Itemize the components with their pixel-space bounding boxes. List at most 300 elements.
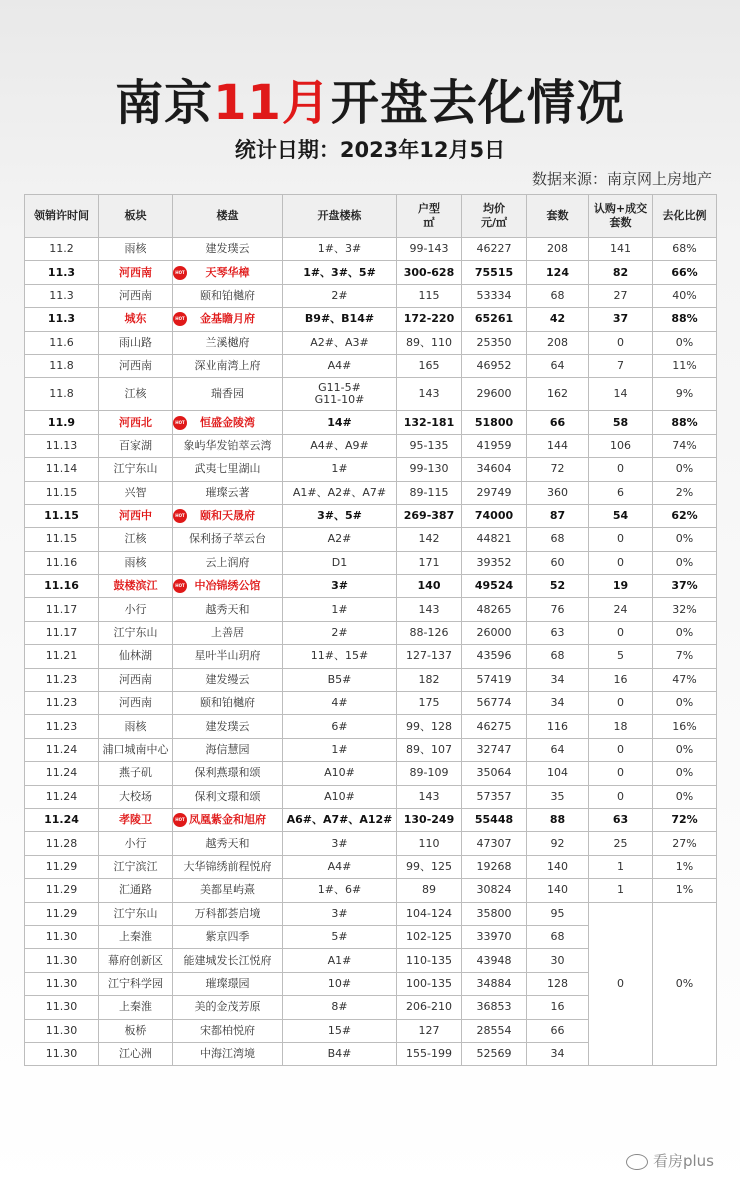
cell-size: 132-181 [397,411,462,434]
cell-ratio: 1% [653,855,717,878]
table-row [25,808,717,831]
cell-size: 143 [397,785,462,808]
cell-project [173,504,283,527]
cell-sold: 14 [589,378,653,411]
cell-area: 汇通路 [99,879,173,902]
cell-size: 89、110 [397,331,462,354]
cell-buildings: 11#、15# [283,645,397,668]
cell-area: 江宁科学园 [99,972,173,995]
cell-area: 河西北 [99,411,173,434]
cell-project: 紫京四季 [173,925,283,948]
cell-size: 206-210 [397,996,462,1019]
cell-size: 130-249 [397,808,462,831]
cell-size: 110-135 [397,949,462,972]
cell-units: 87 [527,504,589,527]
table-row [25,308,717,331]
cell-area: 城东 [99,308,173,331]
cell-buildings: A2# [283,528,397,551]
cell-date: 11.30 [25,949,99,972]
cell-price: 34604 [462,458,527,481]
cell-ratio: 1% [653,879,717,902]
cell-date: 11.14 [25,458,99,481]
cell-buildings: 8# [283,996,397,1019]
cell-date: 11.16 [25,575,99,598]
table-row [25,715,717,738]
table-header-row [25,195,717,238]
cell-project: 瑞香园 [173,378,283,411]
cell-units: 76 [527,598,589,621]
cell-buildings: D1 [283,551,397,574]
cell-area: 鼓楼滨江 [99,575,173,598]
cell-area: 河西中 [99,504,173,527]
cell-size: 100-135 [397,972,462,995]
cell-project: 深业南湾上府 [173,354,283,377]
cell-ratio: 0% [653,762,717,785]
cell-price: 65261 [462,308,527,331]
cell-ratio: 0% [653,458,717,481]
cell-date: 11.15 [25,504,99,527]
cell-ratio: 72% [653,808,717,831]
cell-units: 66 [527,1019,589,1042]
cell-ratio: 11% [653,354,717,377]
cell-project: 建发缦云 [173,668,283,691]
cell-size: 95-135 [397,434,462,457]
cell-size: 89 [397,879,462,902]
cell-sold: 1 [589,855,653,878]
cell-date: 11.30 [25,1019,99,1042]
cell-ratio: 37% [653,575,717,598]
cell-price: 25350 [462,331,527,354]
cell-size: 127 [397,1019,462,1042]
cell-price: 52569 [462,1042,527,1065]
cell-date: 11.30 [25,925,99,948]
cell-units: 35 [527,785,589,808]
cell-size: 102-125 [397,925,462,948]
cell-buildings: A4# [283,354,397,377]
cell-size: 143 [397,598,462,621]
cell-project [173,575,283,598]
cell-size: 269-387 [397,504,462,527]
cell-date: 11.15 [25,528,99,551]
cell-units: 64 [527,738,589,761]
cell-project: 中海江湾境 [173,1042,283,1065]
cell-project: 上善居 [173,621,283,644]
table-row [25,481,717,504]
table-row [25,331,717,354]
column-header: 套数 [527,195,589,238]
column-header: 开盘楼栋 [283,195,397,238]
table-row [25,378,717,411]
cell-ratio-merged: 0% [653,902,717,1066]
cell-price: 29749 [462,481,527,504]
project-name: 凤凰紫金和旭府 [189,813,266,827]
cell-date: 11.15 [25,481,99,504]
cell-size: 104-124 [397,902,462,925]
cell-date: 11.29 [25,902,99,925]
cell-size: 172-220 [397,308,462,331]
cell-project: 大华锦绣前程悦府 [173,855,283,878]
table-row [25,261,717,284]
cell-date: 11.24 [25,762,99,785]
cell-price: 47307 [462,832,527,855]
column-header: 均价 元/㎡ [462,195,527,238]
cell-date: 11.23 [25,692,99,715]
cell-buildings: A4#、A9# [283,434,397,457]
sales-table [24,194,717,1066]
cell-date: 11.30 [25,1042,99,1065]
table-row [25,668,717,691]
cell-ratio: 0% [653,331,717,354]
cell-sold: 58 [589,411,653,434]
table-row [25,645,717,668]
wechat-icon [626,1154,648,1170]
table-row [25,902,717,925]
cell-units: 63 [527,621,589,644]
title-highlight: 11月 [213,75,331,131]
cell-ratio: 0% [653,738,717,761]
cell-project: 越秀天和 [173,832,283,855]
cell-buildings: 6# [283,715,397,738]
cell-ratio: 40% [653,284,717,307]
cell-buildings: 1#、3# [283,238,397,261]
cell-price: 19268 [462,855,527,878]
cell-price: 43596 [462,645,527,668]
hot-badge-icon: HOT [173,266,187,280]
column-header: 领销许时间 [25,195,99,238]
cell-ratio: 2% [653,481,717,504]
cell-price: 34884 [462,972,527,995]
cell-size: 99、125 [397,855,462,878]
cell-sold: 0 [589,738,653,761]
cell-sold: 0 [589,331,653,354]
cell-area: 浦口城南中心 [99,738,173,761]
cell-sold: 27 [589,284,653,307]
cell-area: 小行 [99,598,173,621]
cell-project: 建发璞云 [173,238,283,261]
cell-sold: 1 [589,879,653,902]
cell-buildings: G11-5# G11-10# [283,378,397,411]
cell-date: 11.29 [25,855,99,878]
cell-ratio: 47% [653,668,717,691]
cell-ratio: 0% [653,551,717,574]
cell-ratio: 88% [653,308,717,331]
cell-units: 64 [527,354,589,377]
cell-ratio: 74% [653,434,717,457]
column-header: 户型 ㎡ [397,195,462,238]
cell-size: 89-109 [397,762,462,785]
cell-sold: 0 [589,692,653,715]
cell-sold: 0 [589,528,653,551]
cell-area: 小行 [99,832,173,855]
cell-project: 璀璨云著 [173,481,283,504]
cell-units: 124 [527,261,589,284]
cell-area: 江核 [99,528,173,551]
cell-project: 星叶半山玥府 [173,645,283,668]
cell-area: 大校场 [99,785,173,808]
cell-price: 32747 [462,738,527,761]
cell-project: 宋都柏悦府 [173,1019,283,1042]
cell-buildings: 2# [283,284,397,307]
cell-project [173,308,283,331]
cell-units: 34 [527,1042,589,1065]
cell-sold: 16 [589,668,653,691]
cell-sold: 37 [589,308,653,331]
project-name: 金基瞻月府 [200,312,255,326]
cell-date: 11.30 [25,972,99,995]
cell-size: 99-130 [397,458,462,481]
cell-area: 板桥 [99,1019,173,1042]
cell-project: 颐和铂樾府 [173,284,283,307]
cell-sold: 63 [589,808,653,831]
cell-units: 66 [527,411,589,434]
cell-units: 16 [527,996,589,1019]
cell-date: 11.16 [25,551,99,574]
cell-size: 115 [397,284,462,307]
cell-units: 116 [527,715,589,738]
cell-area: 燕子矶 [99,762,173,785]
cell-date: 11.28 [25,832,99,855]
cell-project: 云上润府 [173,551,283,574]
cell-price: 46952 [462,354,527,377]
table-row [25,575,717,598]
cell-ratio: 0% [653,785,717,808]
cell-area: 雨核 [99,238,173,261]
cell-buildings: 14# [283,411,397,434]
cell-sold: 54 [589,504,653,527]
project-name: 颐和天晟府 [200,509,255,523]
cell-date: 11.29 [25,879,99,902]
cell-units: 140 [527,879,589,902]
cell-area: 江宁东山 [99,621,173,644]
cell-buildings: 4# [283,692,397,715]
cell-date: 11.23 [25,715,99,738]
cell-size: 140 [397,575,462,598]
cell-units: 95 [527,902,589,925]
cell-sold: 141 [589,238,653,261]
project-name: 天琴华樟 [205,265,250,279]
cell-size: 88-126 [397,621,462,644]
cell-buildings: 3# [283,832,397,855]
cell-sold: 0 [589,458,653,481]
table-row [25,458,717,481]
cell-buildings: 1#、6# [283,879,397,902]
cell-ratio: 9% [653,378,717,411]
cell-project: 保利燕璟和颂 [173,762,283,785]
cell-ratio: 68% [653,238,717,261]
cell-price: 26000 [462,621,527,644]
cell-sold: 0 [589,551,653,574]
table-row [25,238,717,261]
cell-size: 175 [397,692,462,715]
cell-area: 江宁滨江 [99,855,173,878]
table-row [25,762,717,785]
cell-date: 11.30 [25,996,99,1019]
cell-buildings: 3# [283,575,397,598]
cell-price: 55448 [462,808,527,831]
cell-project [173,411,283,434]
cell-date: 11.3 [25,284,99,307]
cell-units: 42 [527,308,589,331]
cell-area: 兴智 [99,481,173,504]
cell-buildings: 1# [283,458,397,481]
cell-area: 江宁东山 [99,902,173,925]
cell-date: 11.23 [25,668,99,691]
cell-area: 百家湖 [99,434,173,457]
cell-area: 河西南 [99,261,173,284]
hot-badge-icon: HOT [173,579,187,593]
cell-date: 11.24 [25,808,99,831]
table-row [25,879,717,902]
watermark: 看房plus [626,1150,714,1171]
cell-sold: 24 [589,598,653,621]
cell-price: 35064 [462,762,527,785]
cell-area: 上秦淮 [99,996,173,1019]
cell-buildings: B5# [283,668,397,691]
cell-price: 36853 [462,996,527,1019]
cell-units: 208 [527,238,589,261]
cell-buildings: 15# [283,1019,397,1042]
cell-price: 30824 [462,879,527,902]
cell-units: 88 [527,808,589,831]
cell-date: 11.3 [25,308,99,331]
cell-date: 11.6 [25,331,99,354]
cell-sold: 25 [589,832,653,855]
cell-units: 128 [527,972,589,995]
hot-badge-icon: HOT [173,312,187,326]
cell-project: 武夷七里湖山 [173,458,283,481]
cell-date: 11.8 [25,354,99,377]
cell-buildings: B9#、B14# [283,308,397,331]
cell-size: 300-628 [397,261,462,284]
cell-units: 104 [527,762,589,785]
cell-units: 68 [527,645,589,668]
cell-units: 34 [527,668,589,691]
cell-area: 雨核 [99,715,173,738]
cell-ratio: 7% [653,645,717,668]
cell-buildings: A2#、A3# [283,331,397,354]
cell-size: 99-143 [397,238,462,261]
cell-price: 35800 [462,902,527,925]
cell-units: 68 [527,284,589,307]
cell-ratio: 32% [653,598,717,621]
cell-project: 保利扬子萃云台 [173,528,283,551]
cell-sold: 6 [589,481,653,504]
cell-date: 11.21 [25,645,99,668]
cell-price: 56774 [462,692,527,715]
cell-buildings: 10# [283,972,397,995]
cell-buildings: A1#、A2#、A7# [283,481,397,504]
table-row [25,284,717,307]
cell-size: 143 [397,378,462,411]
cell-date: 11.24 [25,785,99,808]
cell-sold: 5 [589,645,653,668]
column-header: 板块 [99,195,173,238]
table-row [25,621,717,644]
cell-buildings: B4# [283,1042,397,1065]
page-title: 南京11月开盘去化情况 [115,75,625,131]
cell-buildings: 3# [283,902,397,925]
cell-size: 171 [397,551,462,574]
cell-units: 144 [527,434,589,457]
cell-buildings: A10# [283,785,397,808]
cell-sold: 19 [589,575,653,598]
cell-area: 河西南 [99,668,173,691]
cell-size: 89、107 [397,738,462,761]
cell-units: 72 [527,458,589,481]
column-header: 认购+成交 套数 [589,195,653,238]
cell-sold: 0 [589,785,653,808]
cell-project: 象屿华发铂萃云湾 [173,434,283,457]
cell-units: 208 [527,331,589,354]
cell-date: 11.17 [25,598,99,621]
cell-ratio: 0% [653,692,717,715]
cell-sold: 18 [589,715,653,738]
cell-project [173,261,283,284]
cell-area: 上秦淮 [99,925,173,948]
cell-ratio: 0% [653,621,717,644]
table-row [25,832,717,855]
cell-project: 万科都荟启境 [173,902,283,925]
column-header: 去化比例 [653,195,717,238]
cell-units: 360 [527,481,589,504]
cell-area: 江宁东山 [99,458,173,481]
column-header: 楼盘 [173,195,283,238]
cell-size: 99、128 [397,715,462,738]
cell-project: 建发璞云 [173,715,283,738]
cell-buildings: 2# [283,621,397,644]
cell-area: 河西南 [99,354,173,377]
cell-units: 92 [527,832,589,855]
cell-buildings: A6#、A7#、A12# [283,808,397,831]
project-name: 恒盛金陵湾 [200,415,255,429]
cell-price: 44821 [462,528,527,551]
cell-ratio: 62% [653,504,717,527]
cell-sold: 82 [589,261,653,284]
cell-price: 39352 [462,551,527,574]
cell-date: 11.17 [25,621,99,644]
cell-sold-merged: 0 [589,902,653,1066]
cell-price: 48265 [462,598,527,621]
cell-area: 江心洲 [99,1042,173,1065]
cell-units: 52 [527,575,589,598]
cell-price: 75515 [462,261,527,284]
data-source: 数据来源：南京网上房地产 [531,170,712,188]
table-row [25,354,717,377]
cell-size: 89-115 [397,481,462,504]
project-name: 中冶锦绣公馆 [194,579,261,593]
table-row [25,738,717,761]
cell-price: 33970 [462,925,527,948]
cell-price: 46227 [462,238,527,261]
cell-price: 46275 [462,715,527,738]
cell-area: 幕府创新区 [99,949,173,972]
cell-buildings: A1# [283,949,397,972]
table-row [25,411,717,434]
cell-ratio: 16% [653,715,717,738]
cell-project: 保利文璟和颂 [173,785,283,808]
cell-ratio: 66% [653,261,717,284]
cell-size: 182 [397,668,462,691]
cell-units: 162 [527,378,589,411]
hot-badge-icon: HOT [173,416,187,430]
cell-buildings: A10# [283,762,397,785]
table-row [25,551,717,574]
cell-price: 29600 [462,378,527,411]
cell-price: 41959 [462,434,527,457]
table-row [25,434,717,457]
cell-price: 49524 [462,575,527,598]
cell-buildings: 5# [283,925,397,948]
